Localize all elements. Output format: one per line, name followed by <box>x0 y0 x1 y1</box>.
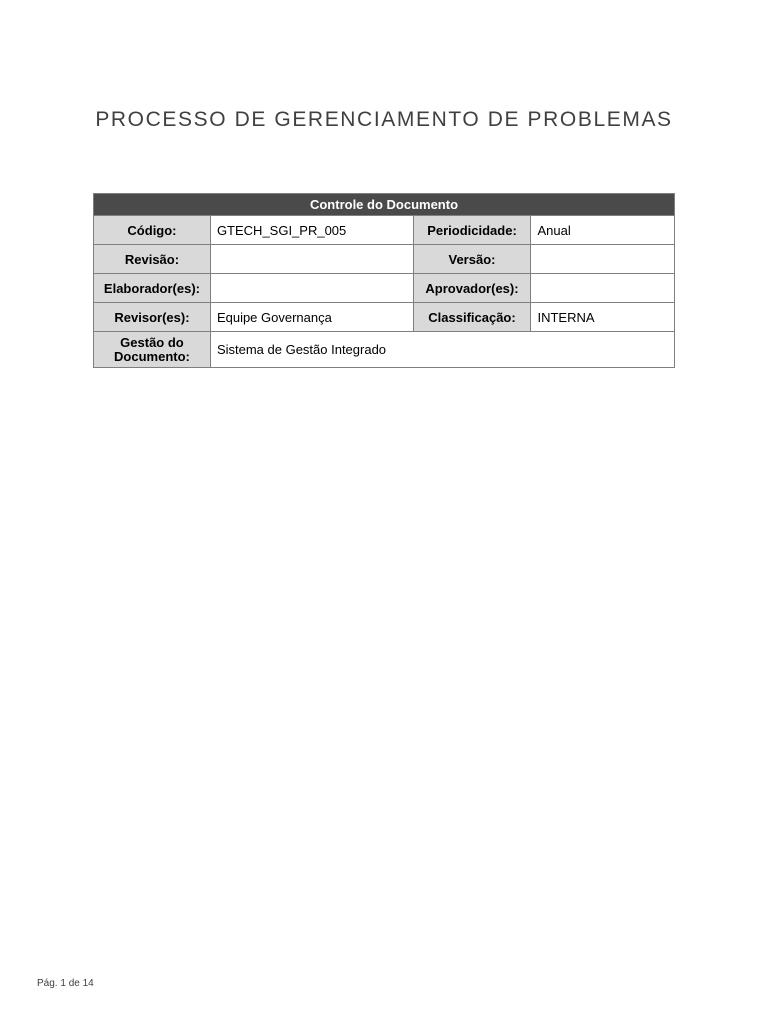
control-table-header: Controle do Documento <box>94 194 675 216</box>
elaborador-value <box>210 274 413 303</box>
gestao-label <box>94 332 211 368</box>
classificacao-value: INTERNA <box>531 303 675 332</box>
aprovador-value <box>531 274 675 303</box>
gestao-label-line1: Gestão do <box>120 334 184 350</box>
document-title: PROCESSO DE GERENCIAMENTO DE PROBLEMAS <box>95 108 673 131</box>
elaborador-label: Elaborador(es): <box>94 274 211 303</box>
page-number: Pág. 1 de 14 <box>37 978 94 989</box>
versao-value <box>531 245 675 274</box>
periodicidade-value: Anual <box>531 216 675 245</box>
classificacao-label: Classificação: <box>413 303 531 332</box>
revisao-value <box>210 245 413 274</box>
gestao-label-line2: Documento: <box>114 348 190 364</box>
gestao-value: Sistema de Gestão Integrado <box>210 332 674 368</box>
document-control-table <box>93 193 675 368</box>
aprovador-label: Aprovador(es): <box>413 274 531 303</box>
versao-label: Versão: <box>413 245 531 274</box>
revisor-label: Revisor(es): <box>94 303 211 332</box>
codigo-value: GTECH_SGI_PR_005 <box>210 216 413 245</box>
revisor-value: Equipe Governança <box>210 303 413 332</box>
periodicidade-label: Periodicidade: <box>413 216 531 245</box>
codigo-label: Código: <box>94 216 211 245</box>
revisao-label: Revisão: <box>94 245 211 274</box>
